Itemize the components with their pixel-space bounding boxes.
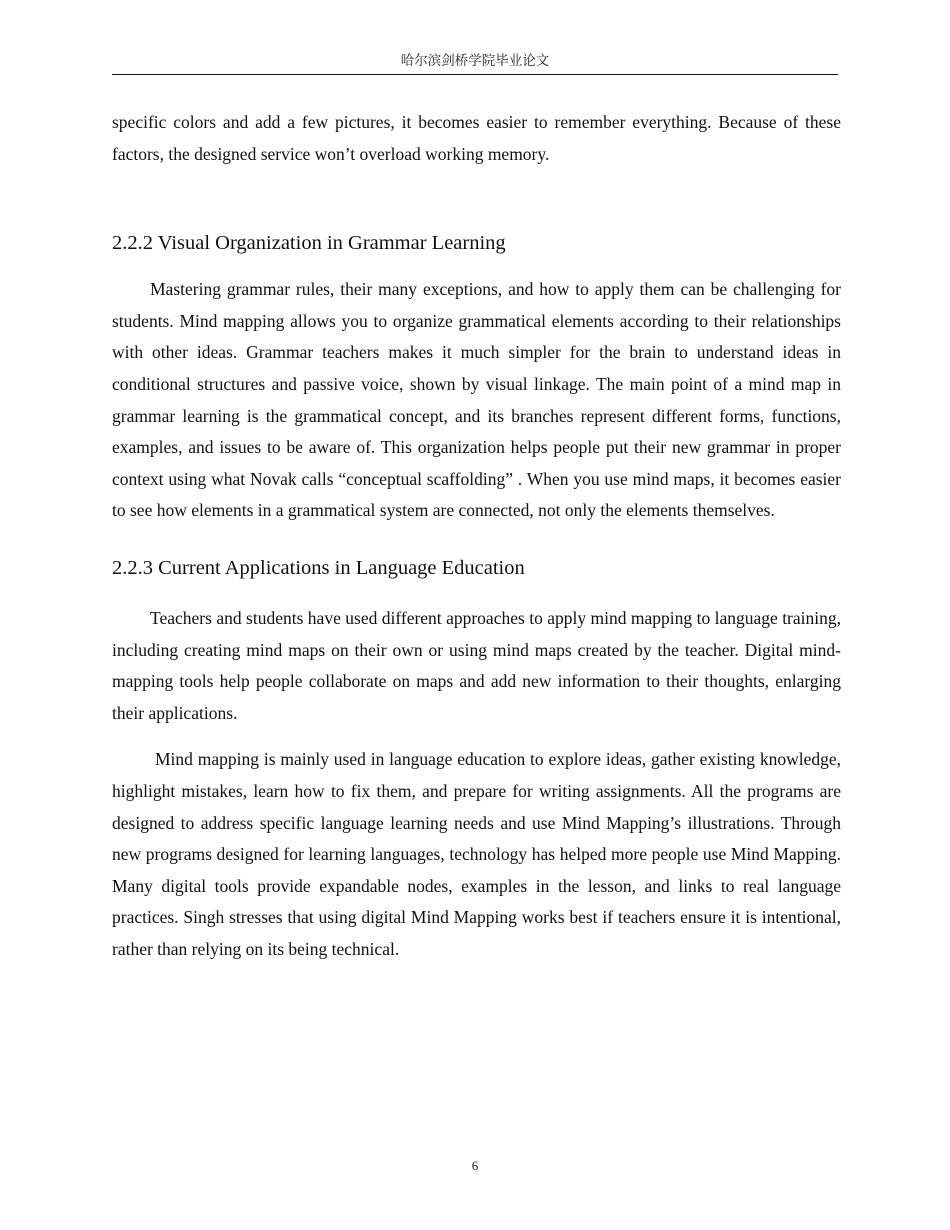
section-2-2-3-paragraph-2: Mind mapping is mainly used in language education to explore ideas, gather existing knowledge, highlight mistakes, learn how to fix them, and prepare for writing assignments. All the programs are designed to address specific language learning needs and use Mind Mapping’s illustrations. Through new programs designed for learning languages, technology has helped more people use Mind Mapping. Many digital tools provide expandable nodes, examples in the lesson, and links to real language practices. Singh stresses that using digital Mind Mapping works best if teachers ensure it is intentional, rather than relying on its being technical. [112, 749, 841, 959]
document-body [112, 107, 841, 965]
page-header: 哈尔滨剑桥学院毕业论文 [112, 50, 838, 75]
continued-paragraph: specific colors and add a few pictures, it becomes easier to remember everything. Because of these factors, the designed service won’t overload working memory. [112, 112, 841, 164]
section-heading-2-2-2: 2.2.2 Visual Organization in Grammar Learning [112, 232, 506, 255]
section-heading-2-2-3: 2.2.3 Current Applications in Language Education [112, 556, 525, 579]
page-number: 6 [471, 1158, 479, 1173]
section-2-2-2-paragraph: Mastering grammar rules, their many exceptions, and how to apply them can be challenging for students. Mind mapping allows you to organize grammatical elements according to their relationships with other ideas. Grammar teachers makes it much simpler for the brain to understand ideas in conditional structures and passive voice, shown by visual linkage. The main point of a mind map in grammar learning is the grammatical concept, and its branches represent different forms, functions, examples, and issues to be aware of. This organization helps people put their new grammar in proper context using what Novak calls “conceptual scaffolding” . When you use mind maps, it becomes easier to see how elements in a grammatical system are connected, not only the elements themselves. [112, 279, 841, 521]
section-2-2-3-paragraph-1: Teachers and students have used different approaches to apply mind mapping to language training, including creating mind maps on their own or using mind maps created by the teacher. Digital mind-mapping tools help people collaborate on maps and add new information to their thoughts, enlarging their applications. [112, 607, 841, 723]
